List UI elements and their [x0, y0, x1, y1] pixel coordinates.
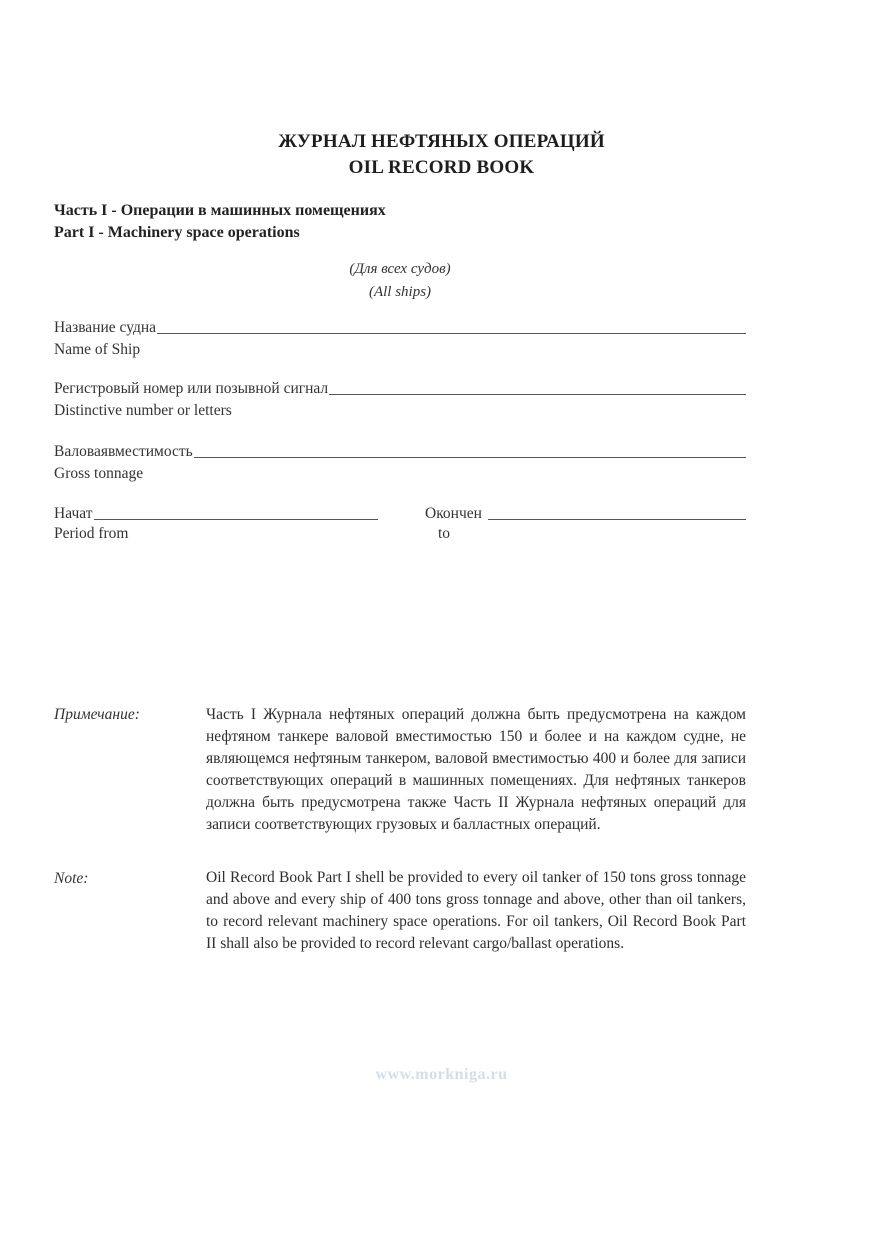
title-english: OIL RECORD BOOK [348, 157, 535, 178]
period-from-label-en: Period from [54, 525, 129, 542]
part-heading-english: Part I - Machinery space operations [54, 224, 300, 241]
note-label-russian: Примечание: [54, 706, 140, 723]
period-from-label-ru: Начат [54, 505, 93, 522]
period-from-blank-line[interactable] [94, 519, 378, 520]
note-text-russian: Часть I Журнала нефтяных операций должна быть предусмотрена на каждом нефтяном танкере валовой вместимостью 150 и более и на каждом судне, не являющемся нефтяным танкером, валовой вместимостью 400 и более для записи соответствующих операций в машинных помещениях. Для нефтяных танкеров должна быть предусмотрена также Часть II Журнала нефтяных операций для записи соответствующих грузовых и балластных операций. [206, 706, 746, 833]
scope-russian: (Для всех судов) [349, 261, 451, 277]
part-heading-russian: Часть I - Операции в машинных помещениях [54, 202, 386, 219]
distinctive-number-label-en: Distinctive number or letters [54, 402, 232, 419]
distinctive-number-label-ru: Регистровый номер или позывной сигнал [54, 380, 329, 397]
period-to-label-en: to [438, 525, 451, 542]
note-text-english: Oil Record Book Part I shell be provided to every oil tanker of 150 tons gross tonnage and above and every ship of 400 tons gross tonnage and above, other than oil tankers, to record relevant machinery space operations. For oil tankers, Oil Record Book Part II shall also be provided to record relevant cargo/ballast operations. [206, 869, 746, 952]
gross-tonnage-label-en: Gross tonnage [54, 465, 144, 482]
period-to-blank-line[interactable] [488, 519, 746, 520]
note-label-english: Note: [54, 870, 89, 887]
gross-tonnage-label-ru: Валоваявместимость [54, 443, 193, 460]
distinctive-number-field[interactable] [54, 380, 746, 398]
period-to-label-ru: Окончен [425, 505, 482, 522]
period-from-field[interactable] [54, 505, 378, 523]
ship-name-label-en: Name of Ship [54, 341, 141, 358]
ship-name-label-ru: Название судна [54, 319, 157, 336]
gross-tonnage-blank-line[interactable] [194, 457, 746, 458]
scope-english: (All ships) [368, 284, 432, 300]
period-to-field[interactable] [425, 505, 746, 523]
gross-tonnage-field[interactable] [54, 443, 746, 461]
distinctive-number-blank-line[interactable] [329, 394, 746, 395]
ship-name-blank-line[interactable] [157, 333, 746, 334]
watermark: www.morkniga.ru [375, 1066, 508, 1083]
ship-name-field[interactable] [54, 319, 746, 337]
title-russian: ЖУРНАЛ НЕФТЯНЫХ ОПЕРАЦИЙ [278, 131, 605, 152]
